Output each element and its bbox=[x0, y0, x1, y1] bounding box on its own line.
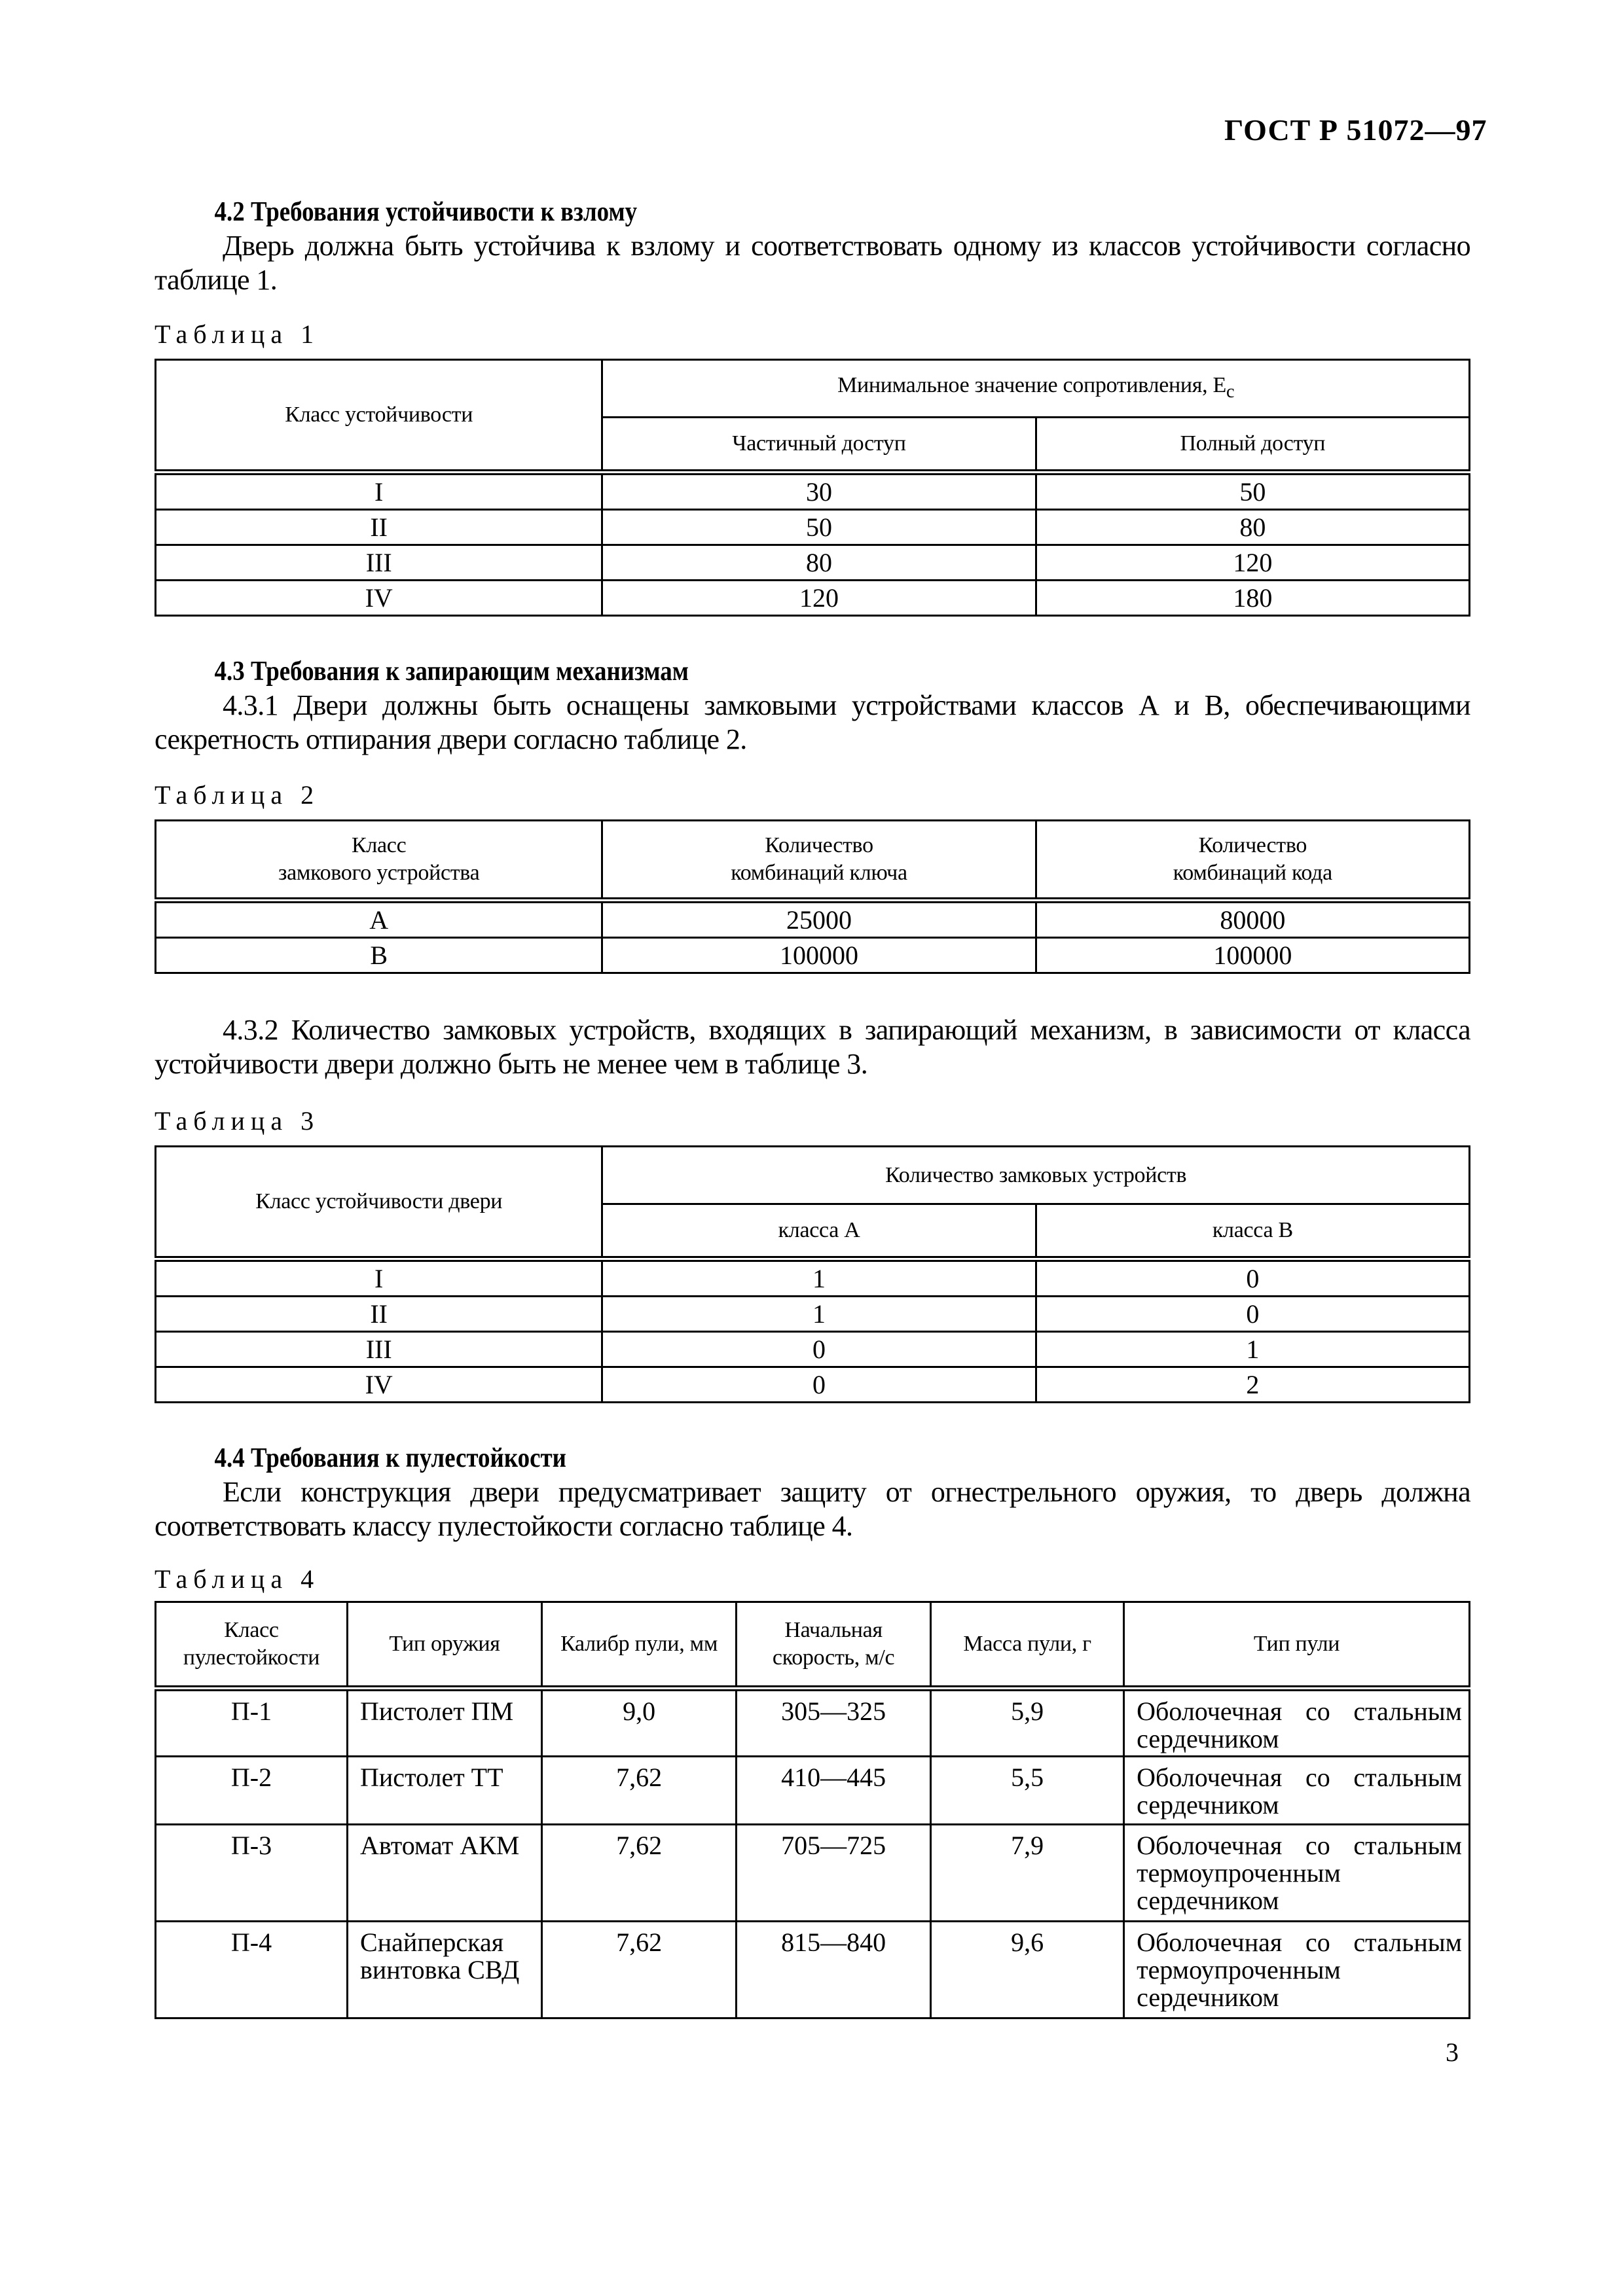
table-2-block bbox=[155, 779, 1470, 812]
table-row bbox=[156, 938, 1470, 973]
table-row bbox=[156, 1367, 1470, 1403]
cell-code: 80000 bbox=[1036, 901, 1469, 938]
header-line: скорость, м/с bbox=[772, 1645, 895, 1670]
cell-class: П-4 bbox=[156, 1922, 348, 2018]
table-row bbox=[156, 1922, 1470, 2018]
table-3 bbox=[155, 1145, 1470, 1403]
header-lock-class bbox=[156, 821, 602, 901]
cell-code: 100000 bbox=[1036, 938, 1469, 973]
header-class: Класс устойчивости bbox=[156, 360, 602, 473]
header-code-combinations bbox=[1036, 821, 1469, 901]
section-4-2 bbox=[155, 195, 1470, 297]
bullet-resistance-table bbox=[155, 1601, 1470, 2019]
cell-caliber: 7,62 bbox=[542, 1825, 737, 1922]
header-full-access: Полный доступ bbox=[1036, 418, 1469, 473]
section-title: 4.4 Требования к пулестойкости bbox=[214, 1443, 566, 1473]
cell-caliber: 9,0 bbox=[542, 1689, 737, 1757]
cell-b: 0 bbox=[1036, 1259, 1469, 1297]
cell-class: IV bbox=[156, 1367, 602, 1403]
cell-speed: 705—725 bbox=[737, 1825, 931, 1922]
header-class-b: класса В bbox=[1036, 1204, 1469, 1259]
header-weapon-type: Тип оружия bbox=[348, 1602, 542, 1689]
cell-mass: 9,6 bbox=[931, 1922, 1124, 2018]
table-1 bbox=[155, 359, 1470, 617]
cell-speed: 305—325 bbox=[737, 1689, 931, 1757]
cell-weapon: Снайперская винтовка СВД bbox=[348, 1922, 542, 2018]
header-group-text: Минимальное значение сопротивления, E bbox=[837, 372, 1227, 397]
header-initial-speed bbox=[737, 1602, 931, 1689]
table-label: Таблица 3 bbox=[155, 1106, 320, 1136]
header-line: комбинаций кода bbox=[1173, 861, 1332, 885]
cell-class: В bbox=[156, 938, 602, 973]
cell-b: 0 bbox=[1036, 1297, 1469, 1332]
header-caliber: Калибр пули, мм bbox=[542, 1602, 737, 1689]
cell-class: IV bbox=[156, 581, 602, 616]
cell-partial: 80 bbox=[602, 545, 1036, 581]
header-line: замкового устройства bbox=[278, 861, 480, 885]
table-2 bbox=[155, 819, 1470, 974]
header-line: Класс bbox=[351, 833, 407, 857]
cell-bullet-type: Оболочечная со стальным термоупроченным сердечником bbox=[1124, 1825, 1470, 1922]
cell-a: 1 bbox=[602, 1297, 1036, 1332]
cell-key: 25000 bbox=[602, 901, 1036, 938]
cell-speed: 410—445 bbox=[737, 1757, 931, 1825]
cell-weapon: Пистолет ТТ bbox=[348, 1757, 542, 1825]
table-row bbox=[156, 1757, 1470, 1825]
cell-class: II bbox=[156, 1297, 602, 1332]
cell-caliber: 7,62 bbox=[542, 1922, 737, 2018]
cell-a: 0 bbox=[602, 1367, 1036, 1403]
table-label: Таблица 4 bbox=[155, 1564, 320, 1594]
table-4 bbox=[155, 1601, 1470, 2019]
lock-count-table bbox=[155, 1145, 1470, 1403]
table-row bbox=[156, 510, 1470, 545]
header-bullet-class bbox=[156, 1602, 348, 1689]
table-row bbox=[156, 545, 1470, 581]
cell-b: 2 bbox=[1036, 1367, 1469, 1403]
cell-partial: 30 bbox=[602, 473, 1036, 510]
header-door-class: Класс устойчивости двери bbox=[156, 1147, 602, 1259]
header-class-a: класса А bbox=[602, 1204, 1036, 1259]
cell-class: I bbox=[156, 1259, 602, 1297]
resistance-table bbox=[155, 359, 1470, 617]
cell-class: I bbox=[156, 473, 602, 510]
section-title: 4.3 Требования к запирающим механизмам bbox=[214, 656, 689, 687]
table-row bbox=[156, 1825, 1470, 1922]
table-row bbox=[156, 901, 1470, 938]
header-bullet-type: Тип пули bbox=[1124, 1602, 1470, 1689]
cell-class: П-2 bbox=[156, 1757, 348, 1825]
header-bullet-mass: Масса пули, г bbox=[931, 1602, 1124, 1689]
header-line: комбинаций ключа bbox=[731, 861, 907, 885]
cell-mass: 5,5 bbox=[931, 1757, 1124, 1825]
standard-code-header: ГОСТ Р 51072—97 bbox=[1224, 113, 1487, 147]
table-label: Таблица 2 bbox=[155, 780, 320, 810]
table-3-block bbox=[155, 1105, 1470, 1138]
cell-full: 180 bbox=[1036, 581, 1469, 616]
page-number: 3 bbox=[1446, 2037, 1459, 2067]
cell-partial: 120 bbox=[602, 581, 1036, 616]
header-line: пулестойкости bbox=[183, 1645, 320, 1670]
cell-full: 50 bbox=[1036, 473, 1469, 510]
table-row bbox=[156, 1259, 1470, 1297]
table-row bbox=[156, 1689, 1470, 1757]
cell-partial: 50 bbox=[602, 510, 1036, 545]
cell-mass: 5,9 bbox=[931, 1689, 1124, 1757]
header-line: Количество bbox=[765, 833, 873, 857]
table-row bbox=[156, 473, 1470, 510]
header-partial-access: Частичный доступ bbox=[602, 418, 1036, 473]
cell-class: П-1 bbox=[156, 1689, 348, 1757]
section-4-3 bbox=[155, 655, 1470, 757]
table-row bbox=[156, 1297, 1470, 1332]
cell-weapon: Пистолет ПМ bbox=[348, 1689, 542, 1757]
cell-speed: 815—840 bbox=[737, 1922, 931, 2018]
cell-class: А bbox=[156, 901, 602, 938]
cell-class: III bbox=[156, 1332, 602, 1367]
cell-bullet-type: Оболочечная со стальным сердечником bbox=[1124, 1757, 1470, 1825]
cell-a: 0 bbox=[602, 1332, 1036, 1367]
cell-bullet-type: Оболочечная со стальным сердечником bbox=[1124, 1689, 1470, 1757]
cell-bullet-type: Оболочечная со стальным термоупроченным сердечником bbox=[1124, 1922, 1470, 2018]
cell-class: III bbox=[156, 545, 602, 581]
paragraph: Если конструкция двери предусматривает защиту от огнестрельного оружия, то дверь должна соответствовать классу пулестойкости согласно таблице 4. bbox=[155, 1476, 1470, 1542]
cell-weapon: Автомат АКМ bbox=[348, 1825, 542, 1922]
section-title: 4.2 Требования устойчивости к взлому bbox=[214, 197, 638, 227]
cell-class: П-3 bbox=[156, 1825, 348, 1922]
paragraph: Дверь должна быть устойчива к взлому и соответствовать одному из классов устойчивости согласно таблице 1. bbox=[155, 230, 1470, 296]
table-row bbox=[156, 581, 1470, 616]
table-label: Таблица 1 bbox=[155, 319, 320, 349]
paragraph-4-3-2: 4.3.2 Количество замковых устройств, входящих в запирающий механизм, в зависимости от класса устойчивости двери должно быть не менее чем в таблице 3. bbox=[155, 1014, 1470, 1080]
header-line: Класс bbox=[224, 1618, 279, 1642]
lock-class-table bbox=[155, 819, 1470, 974]
header-subscript: c bbox=[1226, 381, 1235, 402]
cell-a: 1 bbox=[602, 1259, 1036, 1297]
cell-mass: 7,9 bbox=[931, 1825, 1124, 1922]
table-4-block bbox=[155, 1563, 1470, 1596]
cell-full: 80 bbox=[1036, 510, 1469, 545]
header-line: Количество bbox=[1198, 833, 1307, 857]
header-line: Начальная bbox=[784, 1618, 883, 1642]
cell-b: 1 bbox=[1036, 1332, 1469, 1367]
paragraph-4-3-2-block bbox=[155, 1013, 1470, 1081]
cell-key: 100000 bbox=[602, 938, 1036, 973]
cell-full: 120 bbox=[1036, 545, 1469, 581]
cell-class: II bbox=[156, 510, 602, 545]
table-row bbox=[156, 1332, 1470, 1367]
cell-caliber: 7,62 bbox=[542, 1757, 737, 1825]
table-1-block bbox=[155, 318, 1470, 351]
header-key-combinations bbox=[602, 821, 1036, 901]
section-4-4 bbox=[155, 1441, 1470, 1543]
header-lock-count: Количество замковых устройств bbox=[602, 1147, 1470, 1204]
header-min-resistance bbox=[602, 360, 1470, 418]
paragraph-4-3-1: 4.3.1 Двери должны быть оснащены замковыми устройствами классов А и В, обеспечивающими секретность отпирания двери согласно таблице 2. bbox=[155, 689, 1470, 755]
